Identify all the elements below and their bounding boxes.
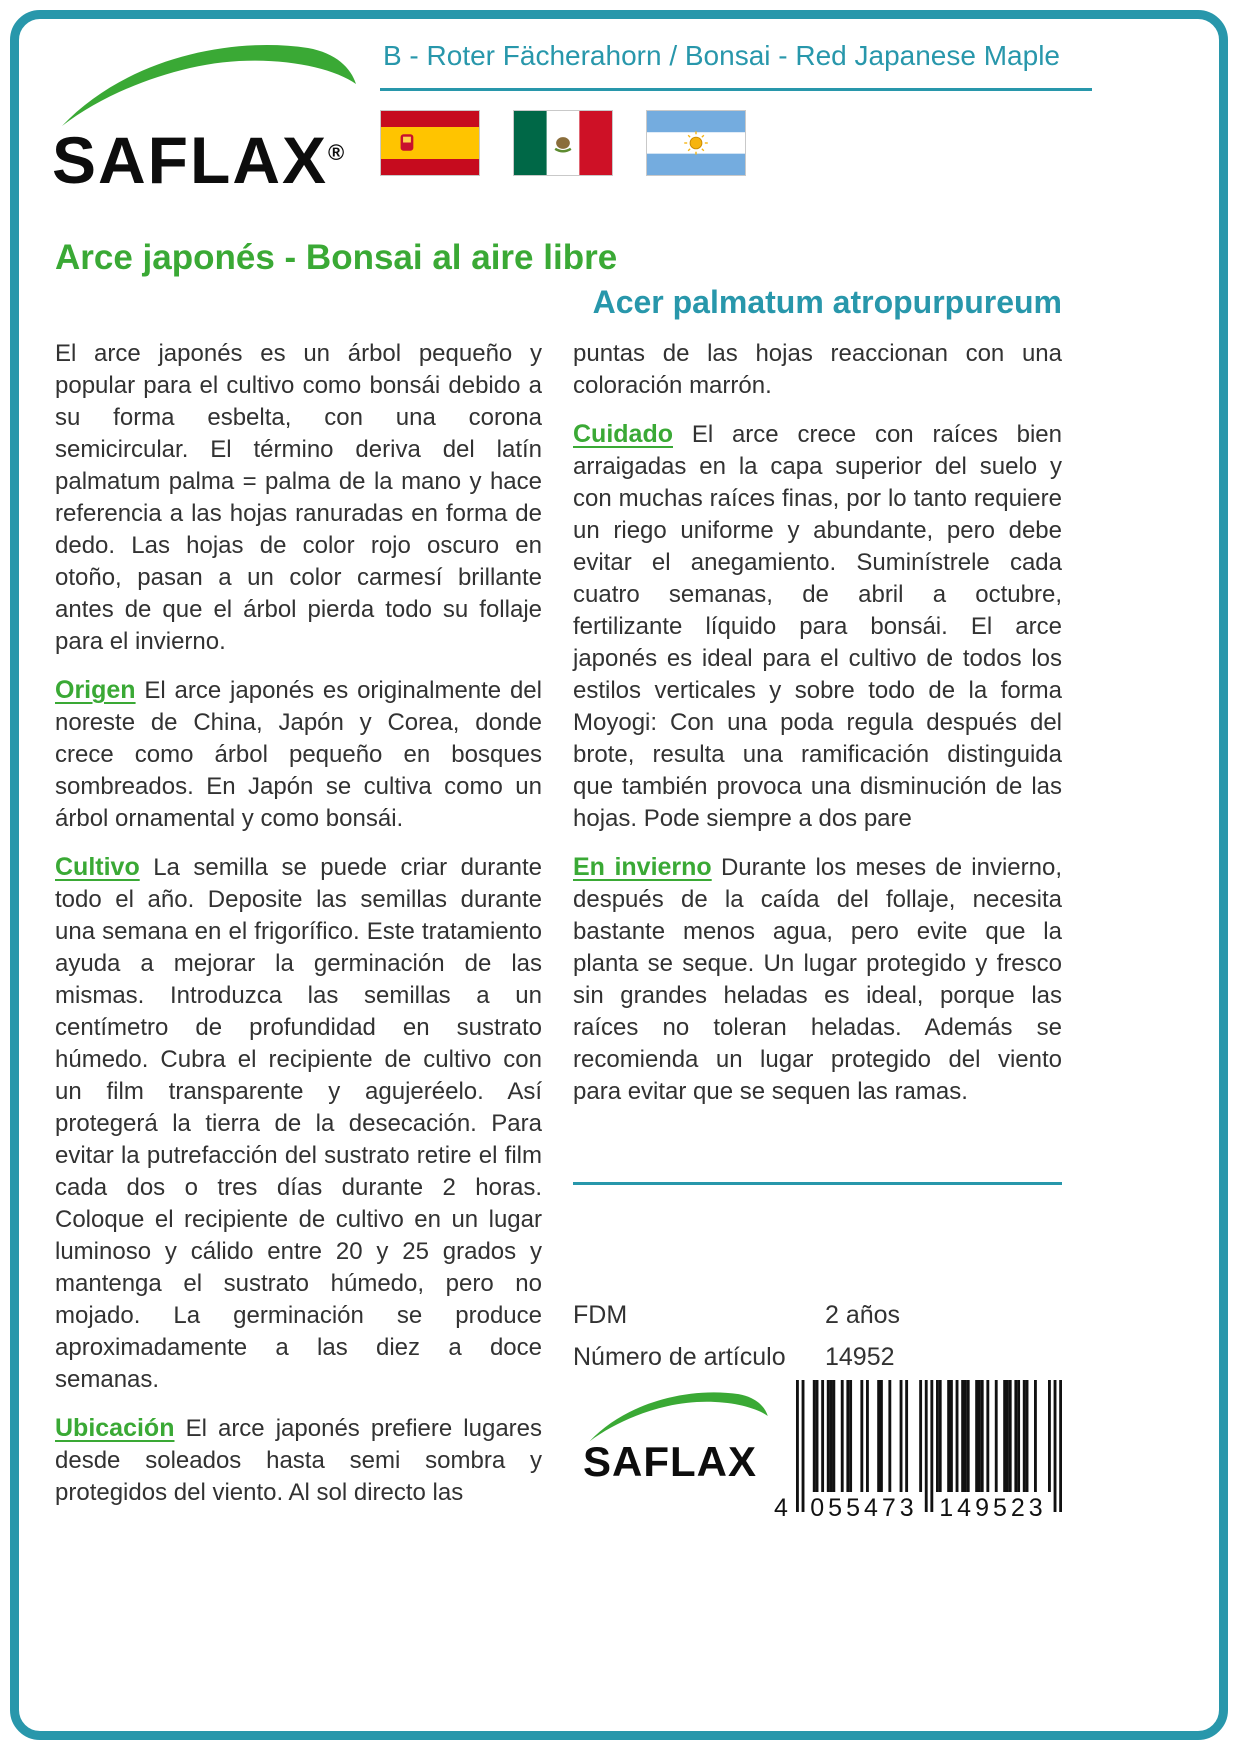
section-heading-invierno: En invierno [573,853,712,881]
paragraph-text: El arce japonés es originalmente del noreste de China, Japón y Corea, donde crece como árbol pequeño en bosques sombreados. En Japón se cultiva como un árbol ornamental y como bonsái. [55,677,542,832]
details-divider [573,1182,1062,1185]
section-heading-cuidado: Cuidado [573,420,673,448]
detail-label: FDM [573,1301,628,1329]
barcode-digit-group: 149523 [939,1494,1047,1522]
page-title: Arce japonés - Bonsai al aire libre [55,238,618,277]
detail-value: 2 años [825,1301,901,1329]
intro-paragraph [55,338,542,658]
barcode-digit-group: 4 [774,1494,788,1522]
section-heading-origen: Origen [55,676,136,704]
barcode-bars-icon [796,1380,1062,1512]
paragraph-text: puntas de las hojas reaccionan con una coloración marrón. [573,340,1062,399]
left-column [55,338,542,1525]
details-table [573,1302,1062,1386]
header-divider [380,88,1092,91]
mexico-flag-icon [513,110,613,176]
paragraph-text: La semilla se puede criar durante todo el año. Deposite las semillas durante una semana en el frigorífico. Este tratamiento ayuda a mejorar la germinación de las mismas. Introduzca las semillas a un centímetro de profundidad en sustrato húmedo. Cubra el recipiente de cultivo con un film transparente y agujeréelo. Así protegerá la tierra de la desecación. Para evitar la putrefacción del sustrato retire el film cada dos o tres días durante 2 horas. Coloque el recipiente de cultivo en un lugar luminoso y cálido entre 20 y 25 grados y mantenga el sustrato húmedo, pero no mojado. La germinación se produce aproximadamente a las diez a doce semanas. [55,854,542,1393]
ubicacion-paragraph [55,1412,542,1509]
brand-text: SAFLAX [52,123,328,197]
saflax-logo [52,38,374,208]
brand-name: SAFLAX [583,1438,757,1485]
brand-name [52,122,346,198]
saflax-footer-logo [583,1388,783,1500]
registered-mark: ® [328,140,347,165]
barcode-digit-group: 055473 [810,1494,918,1522]
argentina-flag-icon [646,110,746,176]
origen-paragraph [55,674,542,835]
invierno-paragraph [573,851,1062,1108]
botanical-name: Acer palmatum atropurpureum [592,284,1062,320]
continuation-paragraph [573,338,1062,402]
right-column [573,338,1062,1124]
product-line-title: B - Roter Fächerahorn / Bonsai - Red Japanese Maple [382,40,1060,71]
paragraph-text: El arce japonés es un árbol pequeño y popular para el cultivo como bonsái debido a su forma esbelta, con una corona semicircular. El término deriva del latín palmatum palma = palma de la mano y hace referencia a las hojas ranuradas en forma de dedo. Las hojas de color rojo oscuro en otoño, pasan a un color carmesí brillante antes de que el árbol pierda todo su follaje para el invierno. [55,340,542,655]
spain-flag-icon [380,110,480,176]
cultivo-paragraph [55,851,542,1396]
detail-row-fdm [573,1302,1062,1328]
barcode [772,1380,1064,1540]
paragraph-text: Durante los meses de invierno, después de la caída del follaje, necesita bastante menos agua, pero evite que la planta se seque. Un lugar protegido y fresco sin grandes heladas es ideal, porque las raíces no toleran heladas. Además se recomienda un lugar protegido del viento para evitar que se sequen las ramas. [573,854,1062,1105]
flags-row [380,110,746,176]
section-heading-cultivo: Cultivo [55,853,140,881]
paragraph-text: El arce japonés prefiere lugares desde soleados hasta semi sombra y protegidos del viento. Al sol directo las [55,1415,543,1506]
paragraph-text: El arce crece con raíces bien arraigadas en la capa superior del suelo y con muchas raíces finas, por lo tanto requiere un riego uniforme y abundante, pero debe evitar el anegamiento. Suminístrele cada cuatro semanas, de abril a octubre, fertilizante líquido para bonsái. El arce japonés es ideal para el cultivo de todos los estilos verticales y sobre todo de la forma Moyogi: Con una poda regula después del brote, resulta una ramificación distinguida que también provoca una disminución de las hojas. Pode siempre a dos pare [573,421,1062,832]
section-heading-ubicacion: Ubicación [55,1414,175,1442]
logo-arc-icon [587,1388,769,1444]
cuidado-paragraph [573,418,1062,835]
logo-arc-icon [58,38,358,130]
detail-value: 14952 [825,1343,895,1371]
detail-label: Número de artículo [573,1343,786,1371]
detail-row-article-number [573,1344,1062,1370]
